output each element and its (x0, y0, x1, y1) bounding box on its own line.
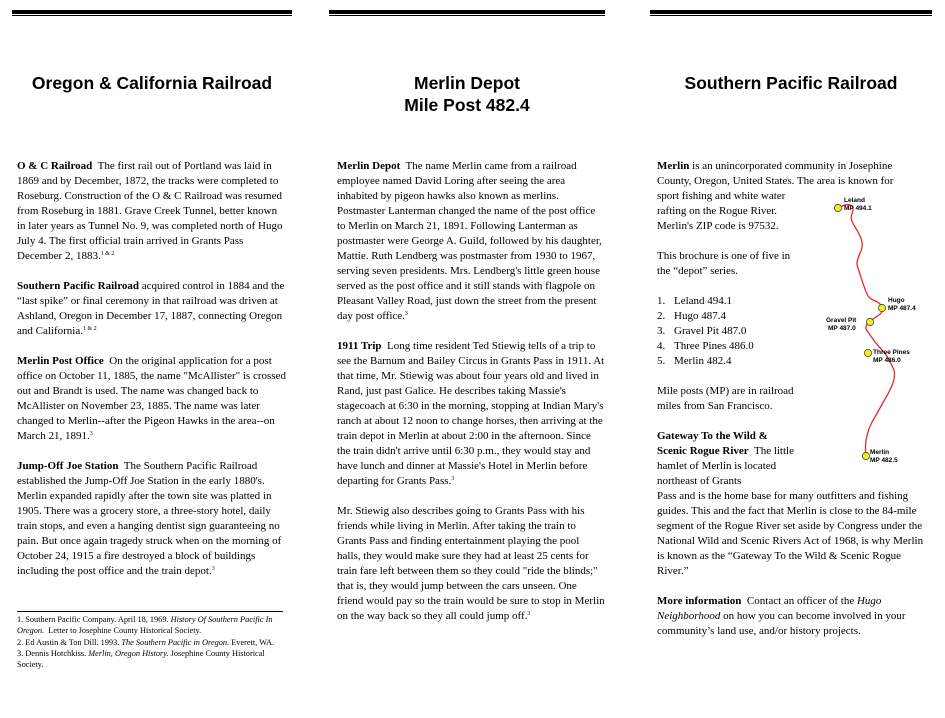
list-item: 4. Three Pines 486.0 (657, 340, 754, 352)
header-rule (650, 10, 932, 16)
footnote-ref: 1 & 2 (100, 251, 115, 257)
svg-text:MP 482.5: MP 482.5 (870, 457, 898, 464)
column-subtitle: Mile Post 482.4 (404, 95, 530, 115)
railroad-route-map (820, 190, 945, 480)
paragraph-merlin-intro: Merlin is an unincorporated community in Josephine County, Oregon, United States. The area is known for sport fishing and white water rafting on the Rogue River. Merlin's ZIP code is 97532. (657, 160, 894, 232)
svg-text:Hugo: Hugo (888, 297, 905, 304)
footnote-ref: 3 (527, 611, 531, 617)
paragraph-more-info: More information Contact an officer of the Hugo Neighborhood on how you can become involved in your community’s land use, and/or history projects. (657, 595, 906, 637)
map-stop-three-pines (864, 349, 910, 364)
footnotes (17, 611, 283, 670)
paragraph-oc-railroad: O & C Railroad The first rail out of Portland was laid in 1869 and by December, 1872, the tracks were completed to Roseburg. Construction of the O & C Railroad was resumed from Roseburg in 1881. Grave Creek Tunnel, better known in later years as Tunnel No. 9, was completed north of Hugo July 4. The first official train arrived in Grants Pass December 2, 1883.$^{1 \& 2}$ (17, 160, 283, 262)
paragraph-post-office: Merlin Post Office On the original application for a post office on October 11, 1885, the name "McAllister" is crossed out and Brandt is used. The name was changed back to McAllister on November 23, 1885. The name was later changed to Merlin--after the Pigeon Hawks in the area--on March 21, 1891.$^3$ (17, 355, 286, 442)
footnote-ref: 1 & 2 (82, 326, 97, 332)
footnote-ref: 3 (451, 476, 455, 482)
column-title: Oregon & California Railroad (31, 73, 273, 93)
svg-text:MP 486.0: MP 486.0 (873, 357, 901, 364)
footnote-1: 1. Southern Pacific Company. April 18, 1969. History Of Southern Pacific In Oregon. Letter to Josephine County Historical Society. (17, 615, 273, 636)
paragraph-southern-pacific: Southern Pacific Railroad acquired control in 1884 and the “last spike” or final ceremony in that railroad was driven at Ashland, Oregon in December 17, 1887, connecting Oregon and California.$^{1 \& 2}$ (17, 280, 285, 337)
map-stop-leland (834, 197, 872, 212)
paragraph-gateway: Gateway To the Wild & Scenic Rogue River The little hamlet of Merlin is located northeast of Grants Pass and is the home base for many outfitters and fishing guides. This and the fact that Merlin is close to the 84-mile segment of the Rogue River set aside by Congress under the National Wild and Scenic Rivers Act of 1968, is why Merlin is known as the “Gateway To the Wild & Scenic Rogue River.” (657, 430, 924, 577)
svg-text:Leland: Leland (844, 197, 865, 204)
footnote-ref: 3 (404, 311, 408, 317)
svg-text:MP 487.4: MP 487.4 (888, 305, 916, 312)
paragraph-mile-posts: Mile posts (MP) are in railroad miles from San Francisco. (657, 385, 794, 412)
list-item: 3. Gravel Pit 487.0 (657, 325, 747, 337)
header-rule (12, 10, 292, 16)
svg-text:Merlin: Merlin (870, 449, 890, 456)
stop-marker-icon (864, 349, 871, 356)
paragraph-1911-trip: 1911 Trip Long time resident Ted Stiewig tells of a trip to see the Barnum and Bailey Circus in Grants Pass in 1911. At that time, Mr. Stiewig was about four years old and lived in Rand, just past Galice. He describes taking Massie's stagecoach at 6:30 in the morning, stopping at Indian Mary's ranch at about 12 noon to change horses, then arriving at the train depot in Merlin at about 2:00 in the afternoon. Since the train didn't arrive until 6:30 p.m., they would stay and have lunch and dinner at Massie's Hotel in Merlin before departing for Grants Pass.$^3$ (337, 340, 605, 487)
svg-text:MP 487.0: MP 487.0 (828, 325, 856, 332)
header-rule (329, 10, 605, 16)
footnote-ref: 3 (211, 566, 215, 572)
column-title: Southern Pacific Railroad (684, 73, 898, 93)
paragraph-brochure-series: This brochure is one of five in the “depot” series. (657, 250, 791, 277)
stop-marker-icon (866, 318, 873, 325)
column-title: Merlin Depot (414, 73, 520, 93)
list-item: 5. Merlin 482.4 (657, 355, 732, 367)
list-item: 2. Hugo 487.4 (657, 310, 726, 322)
paragraph-jump-off-joe: Jump-Off Joe Station The Southern Pacific Railroad established the Jump-Off Joe Station in the early 1880's. Merlin expanded rapidly after the town site was platted in 1905. There was a grocery store, a three-story hotel, daily train stops, and even a hanging dentist sign guaranteeing no pain. But once again tragedy struck when on the morning of October 24, 1915 a fire destroyed a block of buildings including the post office and the train depot.$^3$ (17, 460, 282, 577)
footnote-ref: 3 (89, 431, 93, 437)
list-item: 1. Leland 494.1 (657, 295, 733, 307)
svg-text:Gravel Pit: Gravel Pit (826, 317, 857, 324)
column-body (17, 159, 287, 579)
svg-text:Three Pines: Three Pines (873, 349, 910, 356)
stop-marker-icon (834, 204, 841, 211)
map-stop-merlin (862, 449, 898, 464)
paragraph-grants-pass-trip: Mr. Stiewig also describes going to Grants Pass with his friends while living in Merlin. After taking the train to Grants Pass and finding entertainment playing the pool halls, they would make sure they had at least 25 cents for train fare left between them so they could "ride the blinds;" that is, they would jump between the cars unseen. One friend would pay so the train would be sure to stop in Merlin on the way back so they all could jump off.$^3$ (337, 505, 605, 622)
footnote-2: 2. Ed Austin & Ton Dill. 1993. The Southern Pacific in Oregon. Everett, WA. (17, 637, 275, 647)
svg-text:MP 494.1: MP 494.1 (844, 205, 872, 212)
footnote-3: 3. Dennis Hotchkiss. Merlin, Oregon History. Josephine County Historical Society. (17, 648, 265, 670)
stop-marker-icon (878, 304, 885, 311)
map-stop-hugo (878, 297, 916, 312)
column-body (337, 159, 605, 624)
paragraph-merlin-depot: Merlin Depot The name Merlin came from a railroad employee named David Loring after seeing the area inhabited by pigeon hawks also known as merlins. Postmaster Lanterman changed the name of the post office to Merlin on March 21, 1891. Following Lanterman as postmaster were George A. Guild, followed by his daughter, Mattie. Ruth Lendberg was postmaster from 1930 to 1967, serving seven presidents. Mrs. Lendberg's little green house served as the post office and it still stands with flagpole on Pleasant Valley Road, just down the street from the present day post office.$^3$ (337, 160, 602, 322)
stop-marker-icon (862, 452, 869, 459)
